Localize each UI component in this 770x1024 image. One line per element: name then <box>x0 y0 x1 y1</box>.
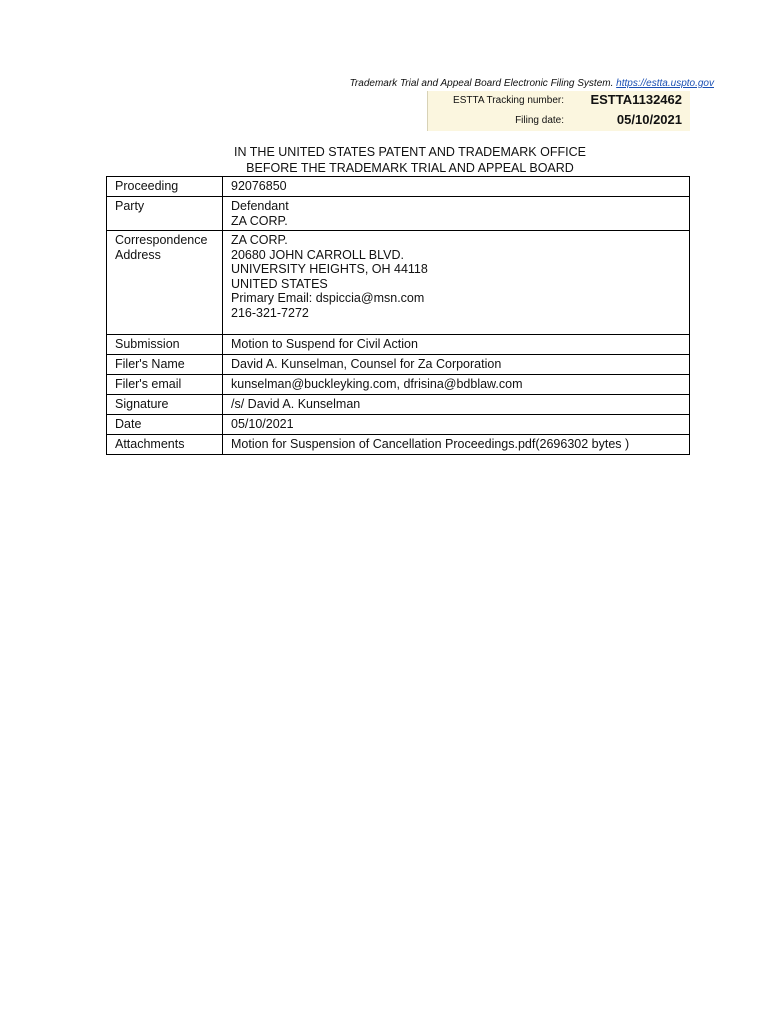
filer-name-value: David A. Kunselman, Counsel for Za Corporation <box>223 355 690 375</box>
filer-email-row <box>107 375 690 395</box>
filer-name-row <box>107 355 690 375</box>
address-line: ZA CORP. <box>231 233 288 247</box>
date-label: Date <box>107 415 223 435</box>
address-line: 20680 JOHN CARROLL BLVD. <box>231 247 404 262</box>
date-value: 05/10/2021 <box>223 415 690 435</box>
tracking-number-label: ESTTA Tracking number: <box>453 95 564 106</box>
estta-header-line <box>300 78 714 89</box>
attachments-value: Motion for Suspension of Cancellation Proceedings.pdf(2696302 bytes ) <box>223 435 690 455</box>
proceeding-row <box>107 177 690 197</box>
address-line: Primary Email: dspiccia@msn.com <box>231 291 425 305</box>
submission-label: Submission <box>107 335 223 355</box>
attachments-row <box>107 435 690 455</box>
estta-link[interactable]: https://estta.uspto.gov <box>616 78 714 89</box>
address-line: UNIVERSITY HEIGHTS, OH 44118 <box>231 262 428 276</box>
proceeding-value: 92076850 <box>223 177 690 197</box>
title-line-1: IN THE UNITED STATES PATENT AND TRADEMARK OFFICE <box>234 145 586 159</box>
date-row <box>107 415 690 435</box>
filer-name-label: Filer's Name <box>107 355 223 375</box>
filing-date-value: 05/10/2021 <box>616 112 682 127</box>
party-value <box>223 197 690 231</box>
filing-date-row <box>428 111 690 131</box>
signature-value: /s/ David A. Kunselman <box>223 395 690 415</box>
party-line: ZA CORP. <box>231 213 288 228</box>
filer-email-value: kunselman@buckleyking.com, dfrisina@bdblaw.com <box>223 375 690 395</box>
filing-info-table <box>106 176 690 455</box>
proceeding-label: Proceeding <box>107 177 223 197</box>
tracking-number-value: ESTTA1132462 <box>590 92 682 107</box>
tracking-number-row <box>428 91 690 111</box>
correspondence-value <box>223 231 690 335</box>
address-line: 216-321-7272 <box>231 305 309 320</box>
address-line: UNITED STATES <box>231 276 328 291</box>
party-line: Defendant <box>231 199 289 213</box>
correspondence-label-line: Correspondence <box>115 233 208 247</box>
tracking-box <box>427 91 690 131</box>
submission-row <box>107 335 690 355</box>
correspondence-label <box>107 231 223 335</box>
correspondence-row <box>107 231 690 335</box>
filer-email-label: Filer's email <box>107 375 223 395</box>
system-name-text: Trademark Trial and Appeal Board Electronic Filing System. <box>349 78 614 89</box>
party-row <box>107 197 690 231</box>
signature-row <box>107 395 690 415</box>
attachments-label: Attachments <box>107 435 223 455</box>
submission-value: Motion to Suspend for Civil Action <box>223 335 690 355</box>
correspondence-label-line: Address <box>115 247 161 262</box>
party-label: Party <box>107 197 223 231</box>
title-line-2: BEFORE THE TRADEMARK TRIAL AND APPEAL BOARD <box>246 161 574 175</box>
signature-label: Signature <box>107 395 223 415</box>
filing-date-label: Filing date: <box>515 115 564 126</box>
